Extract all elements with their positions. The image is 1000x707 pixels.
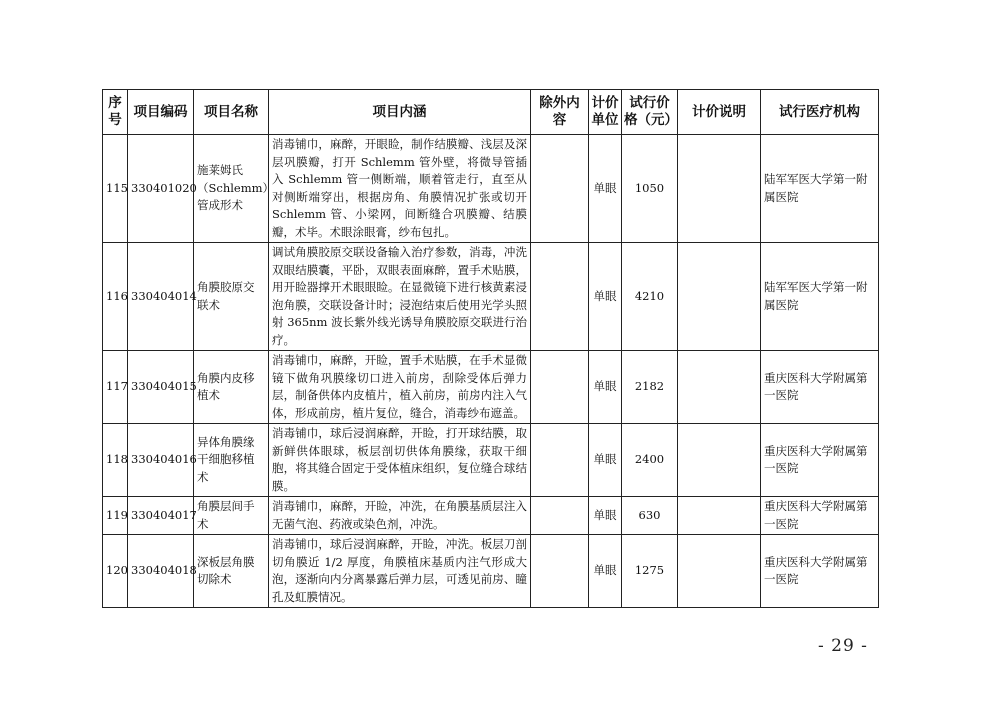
cell-price: 1050 [622, 135, 678, 243]
cell-note [678, 535, 761, 608]
cell-content: 消毒铺巾，麻醉，开睑，置手术贴膜，在手术显微镜下做角巩膜缘切口进入前房，刮除受体后弹力层，制备供体内皮植片，植入前房，前房内注入气体，形成前房，植片复位，缝合，消毒纱布遮盖。 [269, 351, 531, 424]
cell-content: 消毒铺巾，麻醉，开睑，冲洗，在角膜基质层注入无菌气泡、药液或染色剂，冲洗。 [269, 497, 531, 535]
cell-price: 2400 [622, 424, 678, 497]
cell-code: 330404018 [128, 535, 194, 608]
cell-excluded [531, 424, 589, 497]
header-price: 试行价格（元） [622, 90, 678, 135]
header-excluded: 除外内容 [531, 90, 589, 135]
cell-seq: 120 [103, 535, 128, 608]
cell-price: 2182 [622, 351, 678, 424]
cell-code: 330404017 [128, 497, 194, 535]
cell-institution: 陆军军医大学第一附属医院 [761, 135, 879, 243]
cell-name: 角膜内皮移植术 [194, 351, 269, 424]
table-row [103, 135, 879, 243]
cell-seq: 119 [103, 497, 128, 535]
table-row [103, 497, 879, 535]
table-row [103, 424, 879, 497]
cell-note [678, 497, 761, 535]
cell-unit: 单眼 [589, 497, 622, 535]
cell-name: 深板层角膜切除术 [194, 535, 269, 608]
cell-seq: 116 [103, 243, 128, 351]
cell-excluded [531, 135, 589, 243]
table-row [103, 243, 879, 351]
cell-institution: 重庆医科大学附属第一医院 [761, 424, 879, 497]
cell-price: 630 [622, 497, 678, 535]
header-unit: 计价单位 [589, 90, 622, 135]
cell-content: 消毒铺巾，球后浸润麻醉，开睑，冲洗。板层刀剖切角膜近 1/2 厚度，角膜植床基质内注气形成大泡，逐渐向内分离暴露后弹力层，可透见前房、瞳孔及虹膜情况。 [269, 535, 531, 608]
cell-code: 330404014 [128, 243, 194, 351]
cell-excluded [531, 535, 589, 608]
table-row [103, 535, 879, 608]
header-content: 项目内涵 [269, 90, 531, 135]
cell-institution: 重庆医科大学附属第一医院 [761, 351, 879, 424]
cell-name: 异体角膜缘干细胞移植术 [194, 424, 269, 497]
cell-name: 角膜胶原交联术 [194, 243, 269, 351]
cell-seq: 118 [103, 424, 128, 497]
cell-code: 330401020 [128, 135, 194, 243]
cell-code: 330404015 [128, 351, 194, 424]
cell-unit: 单眼 [589, 424, 622, 497]
cell-note [678, 424, 761, 497]
cell-institution: 重庆医科大学附属第一医院 [761, 497, 879, 535]
cell-content: 调试角膜胶原交联设备输入治疗参数，消毒，冲洗双眼结膜囊，平卧，双眼表面麻醉，置手术贴膜，用开睑器撑开术眼眼睑。在显微镜下进行核黄素浸泡角膜，交联设备计时；浸泡结束后使用光学头照射 365nm 波长紫外线光诱导角膜胶原交联进行治疗。 [269, 243, 531, 351]
header-name: 项目名称 [194, 90, 269, 135]
cell-institution: 陆军军医大学第一附属医院 [761, 243, 879, 351]
cell-institution: 重庆医科大学附属第一医院 [761, 535, 879, 608]
header-note: 计价说明 [678, 90, 761, 135]
cell-excluded [531, 243, 589, 351]
header-seq: 序号 [103, 90, 128, 135]
cell-note [678, 243, 761, 351]
pricing-table [102, 89, 879, 608]
cell-unit: 单眼 [589, 243, 622, 351]
cell-seq: 115 [103, 135, 128, 243]
cell-price: 4210 [622, 243, 678, 351]
cell-unit: 单眼 [589, 351, 622, 424]
cell-name: 施莱姆氏（Schlemm）管成形术 [194, 135, 269, 243]
cell-code: 330404016 [128, 424, 194, 497]
cell-unit: 单眼 [589, 535, 622, 608]
cell-excluded [531, 497, 589, 535]
page-number: - 29 - [818, 636, 868, 656]
cell-name: 角膜层间手术 [194, 497, 269, 535]
table-header-row [103, 90, 879, 135]
cell-seq: 117 [103, 351, 128, 424]
header-institution: 试行医疗机构 [761, 90, 879, 135]
cell-note [678, 135, 761, 243]
cell-note [678, 351, 761, 424]
header-code: 项目编码 [128, 90, 194, 135]
cell-excluded [531, 351, 589, 424]
cell-content: 消毒铺巾，球后浸润麻醉，开睑，打开球结膜，取新鲜供体眼球，板层剖切供体角膜缘，获取干细胞，将其缝合固定于受体植床组织，复位缝合球结膜。 [269, 424, 531, 497]
table-row [103, 351, 879, 424]
cell-price: 1275 [622, 535, 678, 608]
cell-unit: 单眼 [589, 135, 622, 243]
cell-content: 消毒铺巾，麻醉，开眼睑，制作结膜瓣、浅层及深层巩膜瓣，打开 Schlemm 管外壁，将微导管插入 Schlemm 管一侧断端，顺着管走行，直至从对侧断端穿出，根据房角、角膜情况扩张或切开 Schlemm 管、小梁网，间断缝合巩膜瓣、结膜瓣，术毕。术眼涂眼膏，纱布包扎。 [269, 135, 531, 243]
